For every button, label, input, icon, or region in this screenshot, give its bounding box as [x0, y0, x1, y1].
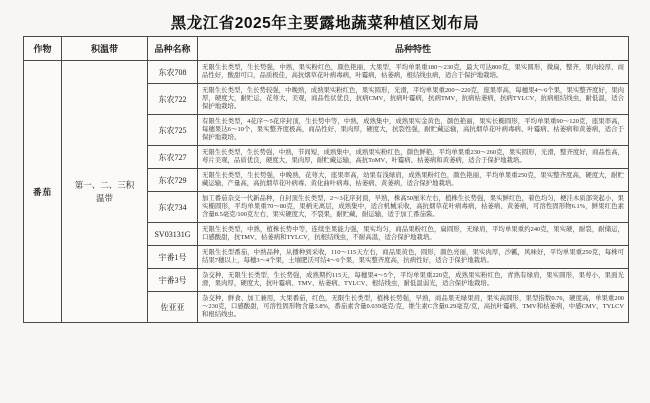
variety-name-cell: 宇番1号	[148, 246, 198, 269]
traits-cell: 无限生长类型，中熟，植株长势中等，连续坐果能力强，果实均匀，商品果粉红色，扁圆形，无绿肩，平均单果重约240克，果实硬，耐裂，耐储运，口感酸甜，抗TMV、枯萎病和TYLCV，抗根结线虫，不耐高温，适合保护地栽培。	[198, 223, 629, 246]
variety-name-cell: 东农734	[148, 192, 198, 223]
variety-name-cell: 宇番3号	[148, 269, 198, 292]
variety-name-cell: 东农729	[148, 169, 198, 192]
variety-name-cell: 东农708	[148, 61, 198, 84]
table-row	[24, 61, 629, 84]
variety-name-cell: 东农725	[148, 115, 198, 146]
variety-name-cell: 东农727	[148, 146, 198, 169]
crop-cell: 番茄	[24, 61, 62, 323]
traits-cell: 有限生长类型，4花序～5花序封顶，生长势中等，中熟，成熟集中，成熟果实金黄色，颜色艳丽，果实长椭圆形，平均单果重90～120克，座果率高，每穗果达6～10个，果实整齐度极高，商品性好，果肉厚，硬度大，抗裂性强，耐贮藏运输，高抗烟草花叶病毒病、叶霉病、枯萎病和黄萎病，适合于保护地栽培。	[198, 115, 629, 146]
col-header-variety: 品种名称	[148, 37, 198, 61]
traits-cell: 无限生长类型，生长势较强，中晚熟，成熟果实粉红色，果实圆形，光滑，平均单果重200～220克，座果率高，每穗果4～6个果，果实整齐度好，果肉厚，硬度大，耐贮运，花萼大，美观，商品性状优良，抗病CMV，抗病叶霉病，抗病TMV，抗病枯萎病，抗病TYLCV，抗病根结线虫，耐低温，适合保护地栽培。	[198, 84, 629, 115]
traits-cell: 无限生长类型，生长势强，中熟，果实粉红色，颜色艳丽，大果型，平均单果重180～230克，最大可达800克，果实圆形，微扁，整齐，果肉较厚，商品性好，酸甜可口，品质极佳，高抗烟草花叶病毒病，叶霉病，枯萎病，根结线虫病，适合于保护地栽培。	[198, 61, 629, 84]
zone-cell: 第一、二、三积温带	[62, 61, 148, 323]
col-header-traits: 品种特性	[198, 37, 629, 61]
table-header-row	[24, 37, 629, 61]
traits-cell: 无限生长类型，生长势强，中晚熟，花萼大，座果率高，幼果有浅绿肩，成熟果粉红色，颜色艳丽，平均单果重250克，果实整齐度高，硬度大，耐贮藏运输，产量高，高抗烟草花叶病毒、黄化曲叶病毒、枯萎病、黄萎病，适合保护地栽培。	[198, 169, 629, 192]
col-header-crop: 作物	[24, 37, 62, 61]
planting-table	[23, 36, 629, 323]
page-title: 黑龙江省2025年主要露地蔬菜种植区划布局	[170, 15, 480, 32]
traits-cell: 杂交种，鲜食、加工兼用，大果番茄，红色，无限生长类型，植株长势强，早熟，商品果无绿果肩，果实高圆形，果型指数0.76，硬度高，单果重200～230克，口感酸甜，可溶性固形物含量3.8%，番茄素含量0.039毫克/克，维生素C含量0.29毫克/克，高抗叶霉病、TMV和枯萎病，中感CMV、TYLCV和根结线虫。	[198, 292, 629, 323]
variety-name-cell: SV03131G	[148, 223, 198, 246]
variety-name-cell: 佐亚亚	[148, 292, 198, 323]
traits-cell: 杂交种，无限生长类型，生长势强，成熟期约115天，每穗果4～5个，平均单果重220克，成熟果实粉红色，青熟有绿肩，果实圆形，果萼小，果面光滑，果肉厚，硬度大，抗叶霉病、TMV、枯萎病、TYLCV、根结线虫，耐低温弱光，适合保护地栽培。	[198, 269, 629, 292]
traits-cell: 无限生长型番茄，中熟品种，从播种到采收，110～115天左右，商品果黄色，圆形，颜色亮丽，果实肉厚，沙瓤，风味好，平均单果重250克，每株可结果7穗以上，每穗3～4个果，土壤肥沃可结4～6个果，果实整齐度高，抗病性好，适合于保护地栽培。	[198, 246, 629, 269]
traits-cell: 无限生长类型，生长势强，中熟，节间短，成熟集中，成熟果实粉红色，颜色鲜艳，平均单果重230～260克，果实圆形，光滑，整齐度好，商品性高，萼片美观，品质优良，硬度大，果肉厚，耐贮藏运输，高抗ToMV、叶霉病、枯萎病和黄萎病，适合于保护地栽培。	[198, 146, 629, 169]
traits-cell: 加工番茄杂交一代新品种，自封顶生长类型，2～3花序封顶，早熟，株高50厘米左右，植株生长势强，果实鲜红色，着色均匀，梗洼木质部突起小，果实椭圆形，平均单果重70～80克，果柄无离层，成熟集中，适合机械采收，高抗烟草花叶病毒病，枯萎病、黄萎病，可溶性固形物6.1%，鲜果红色素含量8.5毫克/100克左右，果实硬度大，不裂果，耐贮藏，耐运输，适于加工番茄酱。	[198, 192, 629, 223]
variety-name-cell: 东农722	[148, 84, 198, 115]
col-header-zone: 积温带	[62, 37, 148, 61]
